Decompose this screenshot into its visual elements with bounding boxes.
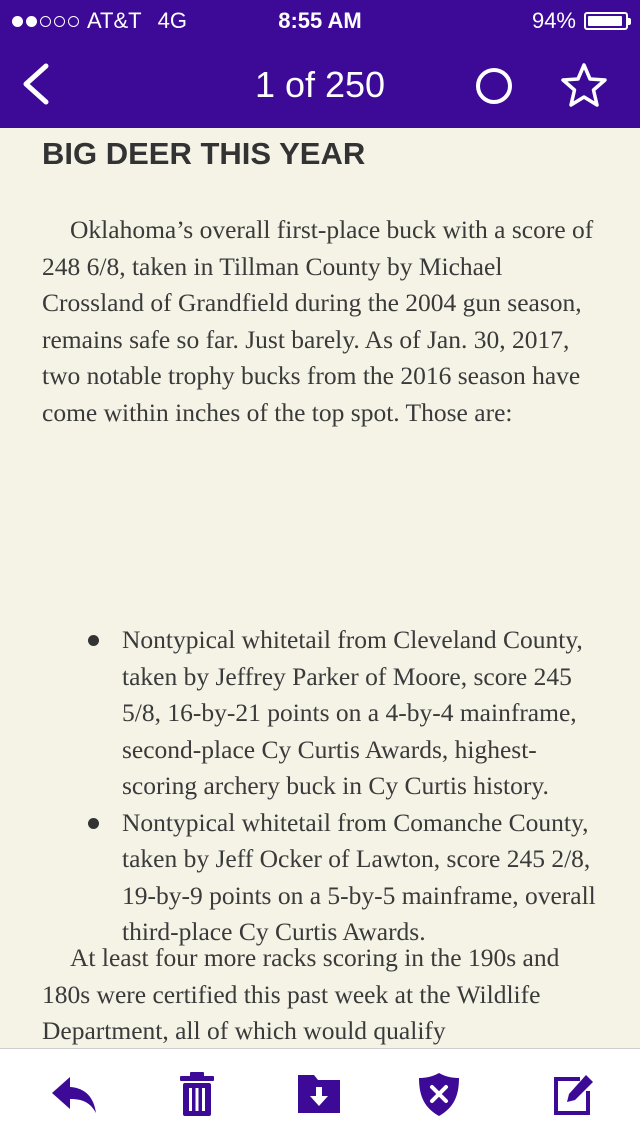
flag-button[interactable] <box>560 62 608 108</box>
battery-icon <box>584 12 628 30</box>
status-bar <box>0 0 640 40</box>
spam-shield-icon <box>414 1071 464 1117</box>
article-paragraph: At least four more racks scoring in the 190s and 180s were certified this past week at the Wildlife Department, all of which would qualify <box>42 943 560 1045</box>
status-time: 8:55 AM <box>278 8 362 33</box>
archive-icon <box>294 1071 344 1117</box>
carrier-name: AT&T <box>87 8 142 33</box>
bottom-toolbar <box>0 1048 640 1136</box>
message-body[interactable] <box>0 128 640 1048</box>
mark-unread-button[interactable] <box>474 66 514 106</box>
article-heading: BIG DEER THIS YEAR <box>42 136 366 171</box>
compose-button[interactable] <box>548 1071 598 1117</box>
article-paragraph: Oklahoma’s overall first-place buck with a score of 248 6/8, taken in Tillman County by Michael Crossland of Grandfield during the 2004 gun season, remains safe so far. Just barely. As of Jan. 30, 2017, two notable trophy bucks from the 2016 season have come within inches of the top spot. Those are: <box>42 215 594 427</box>
reply-button[interactable] <box>48 1071 98 1117</box>
reply-icon <box>48 1071 98 1117</box>
nav-bar <box>0 40 640 128</box>
network-type: 4G <box>157 8 187 33</box>
archive-button[interactable] <box>294 1071 344 1117</box>
circle-icon <box>474 66 514 106</box>
list-item: Nontypical whitetail from Cleveland County, taken by Jeffrey Parker of Moore, score 245 5/8, 16-by-21 points on a 4-by-4 mainframe, second-place Cy Curtis Awards, highest-scoring archery buck in Cy Curtis history. <box>42 622 602 805</box>
compose-icon <box>548 1071 598 1117</box>
trash-icon <box>172 1071 222 1117</box>
delete-button[interactable] <box>172 1071 222 1117</box>
battery-fill <box>588 16 622 26</box>
battery-percent: 94% <box>531 8 576 33</box>
spam-button[interactable] <box>414 1071 464 1117</box>
message-position-title: 1 of 250 <box>254 64 386 105</box>
star-icon <box>560 62 608 108</box>
article-bullet-list <box>42 622 602 951</box>
list-item: Nontypical whitetail from Comanche County, taken by Jeff Ocker of Lawton, score 245 2/8, 19-by-9 points on a 5-by-5 mainframe, overall third-place Cy Curtis Awards. <box>42 805 602 951</box>
status-right <box>532 8 628 34</box>
